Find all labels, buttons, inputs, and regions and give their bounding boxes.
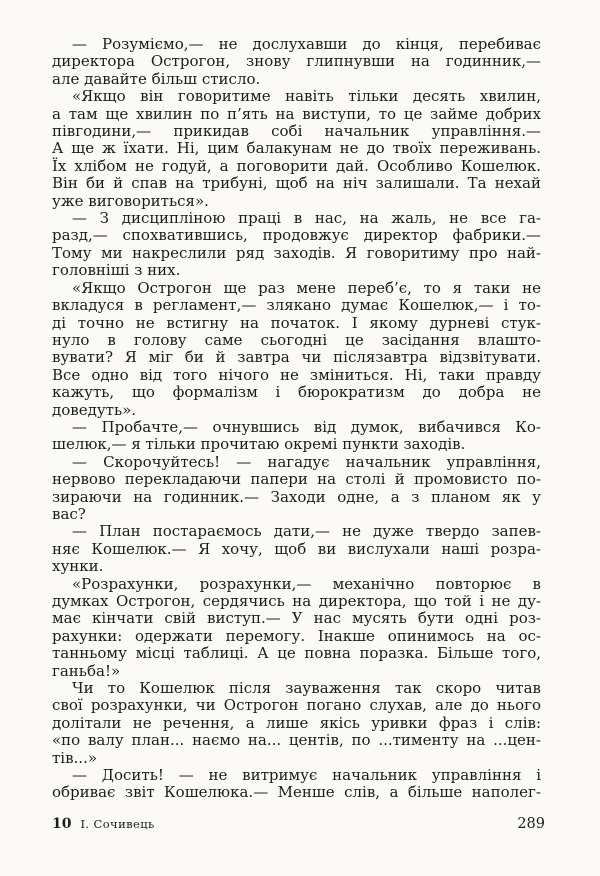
signature-number: 10 [52, 816, 72, 832]
paragraph [52, 210, 541, 280]
text-line: разд,— спохватившись, продовжує директор фабрики.— [52, 226, 541, 245]
text-line: Він би й спав на трибуні, щоб на ніч залишали. Та нехай [52, 174, 541, 193]
author-name: І. Сочивець [80, 817, 155, 831]
paragraph [52, 280, 541, 419]
text-line: Чи то Кошелюк після зауваження так скоро читав [72, 679, 541, 698]
paragraph [52, 680, 541, 767]
text-line: — Розуміємо,— не дослухавши до кінця, перебиває [72, 35, 541, 53]
paragraph [52, 576, 541, 680]
text-line: А ще ж їхати. Ні, цим балакунам не до твоїх переживань. [52, 139, 541, 158]
text-line: обриває звіт Кошелюка.— Менше слів, а більше наполег- [52, 783, 541, 802]
text-line: «по валу план... наємо на... центів, по ...тименту на ...цен- [52, 731, 541, 750]
text-line: «Якщо він говоритиме навіть тільки десять хвилин, [72, 87, 541, 106]
text-line: вкладуся в регламент,— злякано думає Кошелюк,— і то- [52, 296, 541, 315]
text-line: доведуть». [52, 400, 137, 419]
text-line: тів...» [52, 748, 98, 767]
text-line: головніші з них. [52, 261, 181, 280]
text-line: думках Острогон, сердячись на директора, що той і не ду- [52, 592, 541, 610]
page-footer [52, 816, 545, 832]
text-line: вувати? Я міг би й завтра чи післязавтра відзвітувати. [52, 348, 541, 367]
text-line: — План постараємось дати,— не дуже твердо запев- [72, 522, 541, 541]
text-line: уже виговориться». [52, 191, 209, 210]
text-line: шелюк,— я тільки прочитаю окремі пункти заходів. [52, 435, 466, 454]
text-line: — Досить! — не витримує начальник управління і [72, 766, 541, 785]
text-line: рахунки: одержати перемогу. Інакше опинимось на ос- [52, 626, 541, 645]
text-line: — З дисципліною праці в нас, на жаль, не все га- [72, 209, 541, 228]
paragraph [52, 36, 541, 88]
text-line: долітали не речення, а лише якісь уривки фраз і слів: [52, 713, 541, 732]
text-line: танньому місці таблиці. А це повна поразка. Більше того, [52, 644, 541, 663]
paragraph [52, 454, 541, 524]
text-line: має кінчати свій виступ.— У нас мусять бути одні роз- [52, 609, 541, 628]
text-line: «Якщо Острогон ще раз мене переб’є, то я таки не [72, 278, 541, 297]
text-line: але давайте більш стисло. [52, 69, 261, 88]
text-line: Їх хлібом не годуй, а поговорити дай. Особливо Кошелюк. [52, 156, 541, 175]
text-line: Тому ми накреслили ряд заходів. Я говоритиму про най- [52, 243, 541, 262]
text-line: — Пробачте,— очнувшись від думок, вибачився Ко- [72, 417, 541, 436]
paragraph [52, 523, 541, 575]
text-line: Все одно від того нічого не зміниться. Ні, таки правду [52, 365, 541, 384]
text-line: «Розрахунки, розрахунки,— механічно повторює в [72, 574, 541, 593]
text-line: півгодини,— прикидав собі начальник управління.— [52, 122, 541, 141]
text-line: директора Острогон, знову глипнувши на годинник,— [52, 52, 541, 71]
page-number: 289 [517, 816, 545, 832]
text-block [52, 36, 541, 802]
text-line: кажуть, що формалізм і бюрократизм до добра не [52, 383, 541, 402]
text-line: ганьба!» [52, 661, 121, 680]
footer-left [52, 816, 155, 832]
text-line: нуло в голову саме сьогодні це засідання влашто- [52, 330, 541, 349]
paragraph [52, 88, 541, 210]
text-line: вас? [52, 504, 86, 523]
paragraph [52, 419, 541, 454]
paragraph [52, 767, 541, 802]
text-line: — Скорочуйтесь! — нагадує начальник управління, [72, 452, 541, 471]
text-line: ді точно не встигну на початок. І якому дурневі стук- [52, 313, 541, 332]
text-line: а там ще хвилин по п’ять на виступи, то це займе добрих [52, 104, 541, 123]
text-line: нервово перекладаючи папери на столі й промовисто по- [52, 470, 541, 489]
text-line: зираючи на годинник.— Заходи одне, а з планом як у [52, 487, 541, 506]
text-line: няє Кошелюк.— Я хочу, щоб ви вислухали наші розра- [52, 539, 541, 558]
text-line: свої розрахунки, чи Острогон погано слухав, але до нього [52, 696, 541, 715]
text-line: хунки. [52, 557, 104, 576]
